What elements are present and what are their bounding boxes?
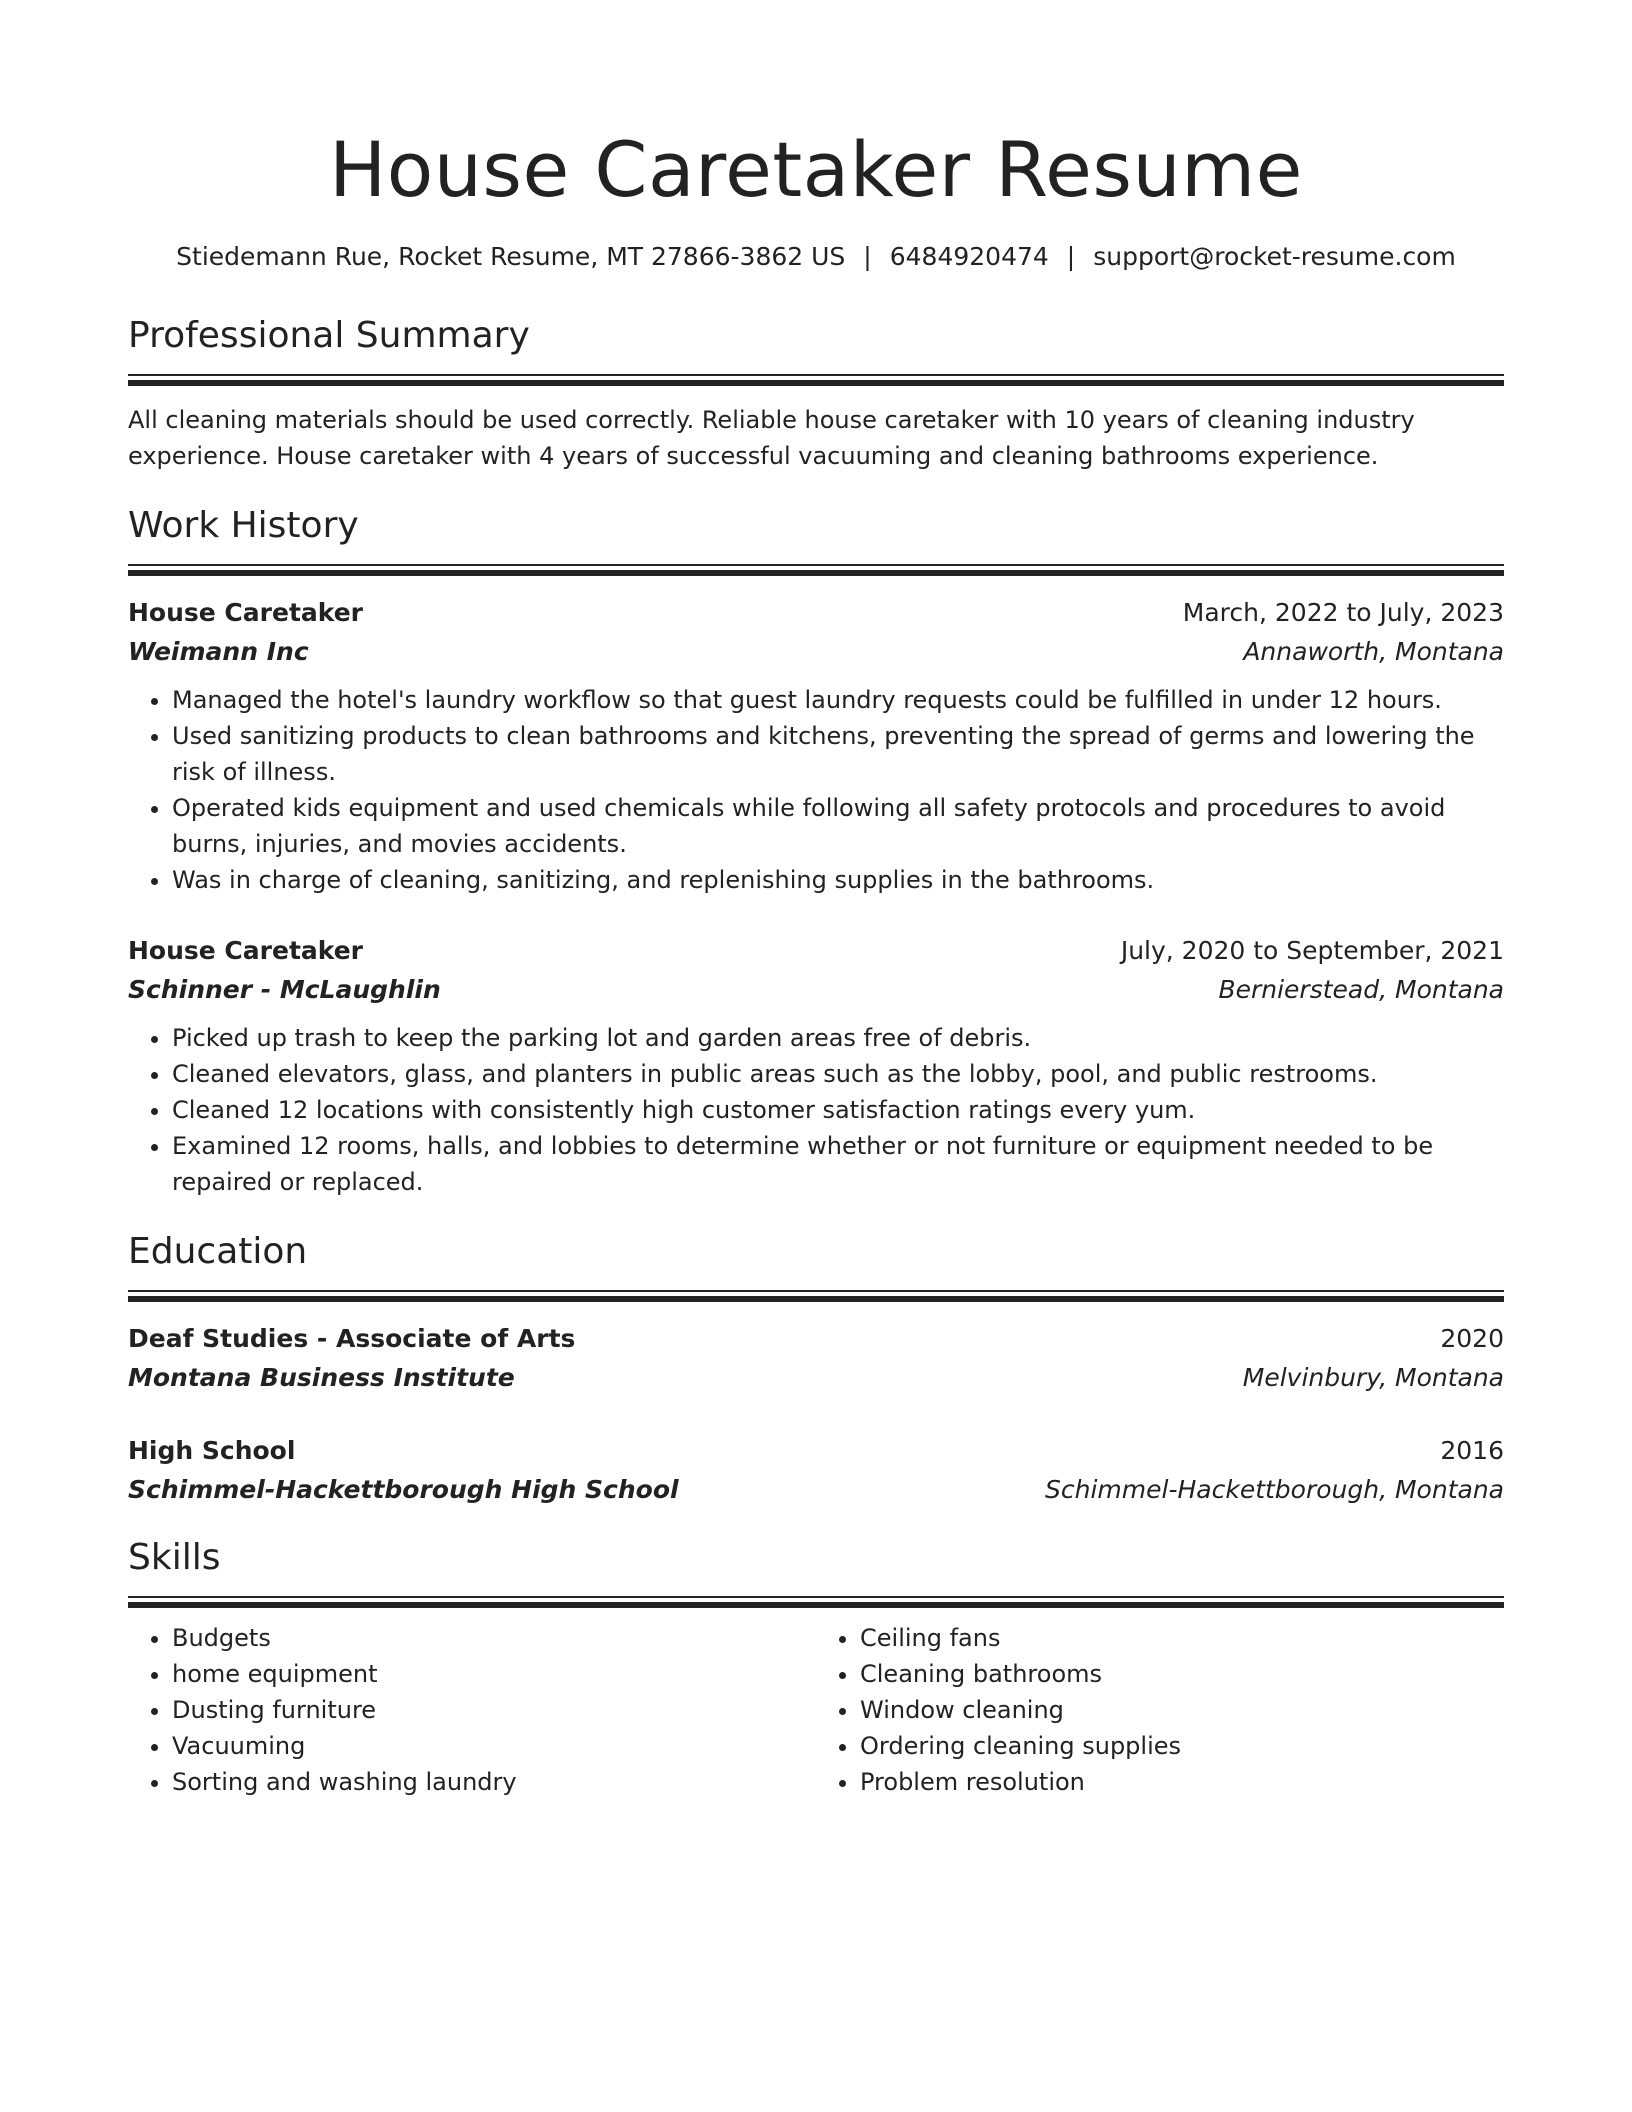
skills-column-left	[128, 1620, 816, 1800]
job-duties	[128, 682, 1504, 898]
job-duties	[128, 1020, 1504, 1200]
list-item: • Examined 12 rooms, halls, and lobbies to determine whether or not furniture or equipment needed to be repaired or replaced.	[172, 1128, 1504, 1200]
list-item: • Picked up trash to keep the parking lot and garden areas free of debris.	[172, 1020, 1504, 1056]
education-year: 2020	[1440, 1324, 1504, 1353]
skills-grid	[128, 1620, 1504, 1800]
skill-item: • Problem resolution	[860, 1764, 1504, 1800]
contact-separator: |	[1066, 242, 1076, 271]
education-degree: Deaf Studies - Associate of Arts	[128, 1324, 576, 1353]
education-year: 2016	[1440, 1436, 1504, 1465]
skill-item: • Vacuuming	[172, 1728, 816, 1764]
education-section	[128, 1228, 1504, 1510]
list-item: • Managed the hotel's laundry workflow so that guest laundry requests could be fulfilled in under 12 hours.	[172, 682, 1504, 718]
education-location: Melvinbury, Montana	[1242, 1363, 1504, 1392]
job-entry	[128, 932, 1504, 1200]
contact-line	[128, 240, 1504, 274]
section-divider	[128, 374, 1504, 386]
job-company: Schinner - McLaughlin	[128, 975, 441, 1004]
list-item: • Used sanitizing products to clean bathrooms and kitchens, preventing the spread of germs and lowering the risk of illness.	[172, 718, 1504, 790]
skill-item: • Sorting and washing laundry	[172, 1764, 816, 1800]
section-divider	[128, 1596, 1504, 1608]
list-item: • Was in charge of cleaning, sanitizing, and replenishing supplies in the bathrooms.	[172, 862, 1504, 898]
summary-section	[128, 312, 1504, 474]
job-dates: March, 2022 to July, 2023	[1182, 598, 1504, 627]
work-history-section	[128, 502, 1504, 1200]
skills-section	[128, 1534, 1504, 1800]
job-location: Annaworth, Montana	[1243, 637, 1504, 666]
contact-address: Stiedemann Rue, Rocket Resume, MT 27866-3862 US	[176, 242, 846, 271]
skill-item: • Ordering cleaning supplies	[860, 1728, 1504, 1764]
summary-text: All cleaning materials should be used correctly. Reliable house caretaker with 10 years of cleaning industry experience. House caretaker with 4 years of successful vacuuming and cleaning bathrooms experience.	[128, 406, 1415, 470]
job-title: House Caretaker	[128, 598, 363, 627]
section-heading-skills: Skills	[128, 1537, 221, 1578]
list-item: • Cleaned elevators, glass, and planters in public areas such as the lobby, pool, and public restrooms.	[172, 1056, 1504, 1092]
section-heading-work: Work History	[128, 505, 359, 546]
job-dates: July, 2020 to September, 2021	[1120, 936, 1504, 965]
education-entry	[128, 1320, 1504, 1398]
skill-item: • Dusting furniture	[172, 1692, 816, 1728]
skill-item: • Budgets	[172, 1620, 816, 1656]
education-school: Montana Business Institute	[128, 1363, 515, 1392]
skill-item: • home equipment	[172, 1656, 816, 1692]
section-divider	[128, 1290, 1504, 1302]
skill-item: • Ceiling fans	[860, 1620, 1504, 1656]
contact-separator: |	[863, 242, 872, 271]
list-item: • Cleaned 12 locations with consistently high customer satisfaction ratings every yum.	[172, 1092, 1504, 1128]
skill-item: • Window cleaning	[860, 1692, 1504, 1728]
education-school: Schimmel-Hackettborough High School	[128, 1475, 679, 1504]
education-degree: High School	[128, 1436, 296, 1465]
list-item: • Operated kids equipment and used chemicals while following all safety protocols and procedures to avoid burns, injuries, and movies accidents.	[172, 790, 1504, 862]
contact-email: support@rocket-resume.com	[1093, 242, 1456, 271]
section-divider	[128, 564, 1504, 576]
section-heading-education: Education	[128, 1231, 308, 1272]
resume-title: House Caretaker Resume	[329, 125, 1303, 214]
job-location: Bernierstead, Montana	[1218, 975, 1504, 1004]
job-title: House Caretaker	[128, 936, 363, 965]
job-company: Weimann Inc	[128, 637, 309, 666]
skills-column-right	[816, 1620, 1504, 1800]
education-location: Schimmel-Hackettborough, Montana	[1045, 1475, 1504, 1504]
section-heading-summary: Professional Summary	[128, 315, 530, 356]
education-entry	[128, 1432, 1504, 1510]
job-entry	[128, 594, 1504, 898]
contact-phone: 6484920474	[889, 242, 1049, 271]
skill-item: • Cleaning bathrooms	[860, 1656, 1504, 1692]
